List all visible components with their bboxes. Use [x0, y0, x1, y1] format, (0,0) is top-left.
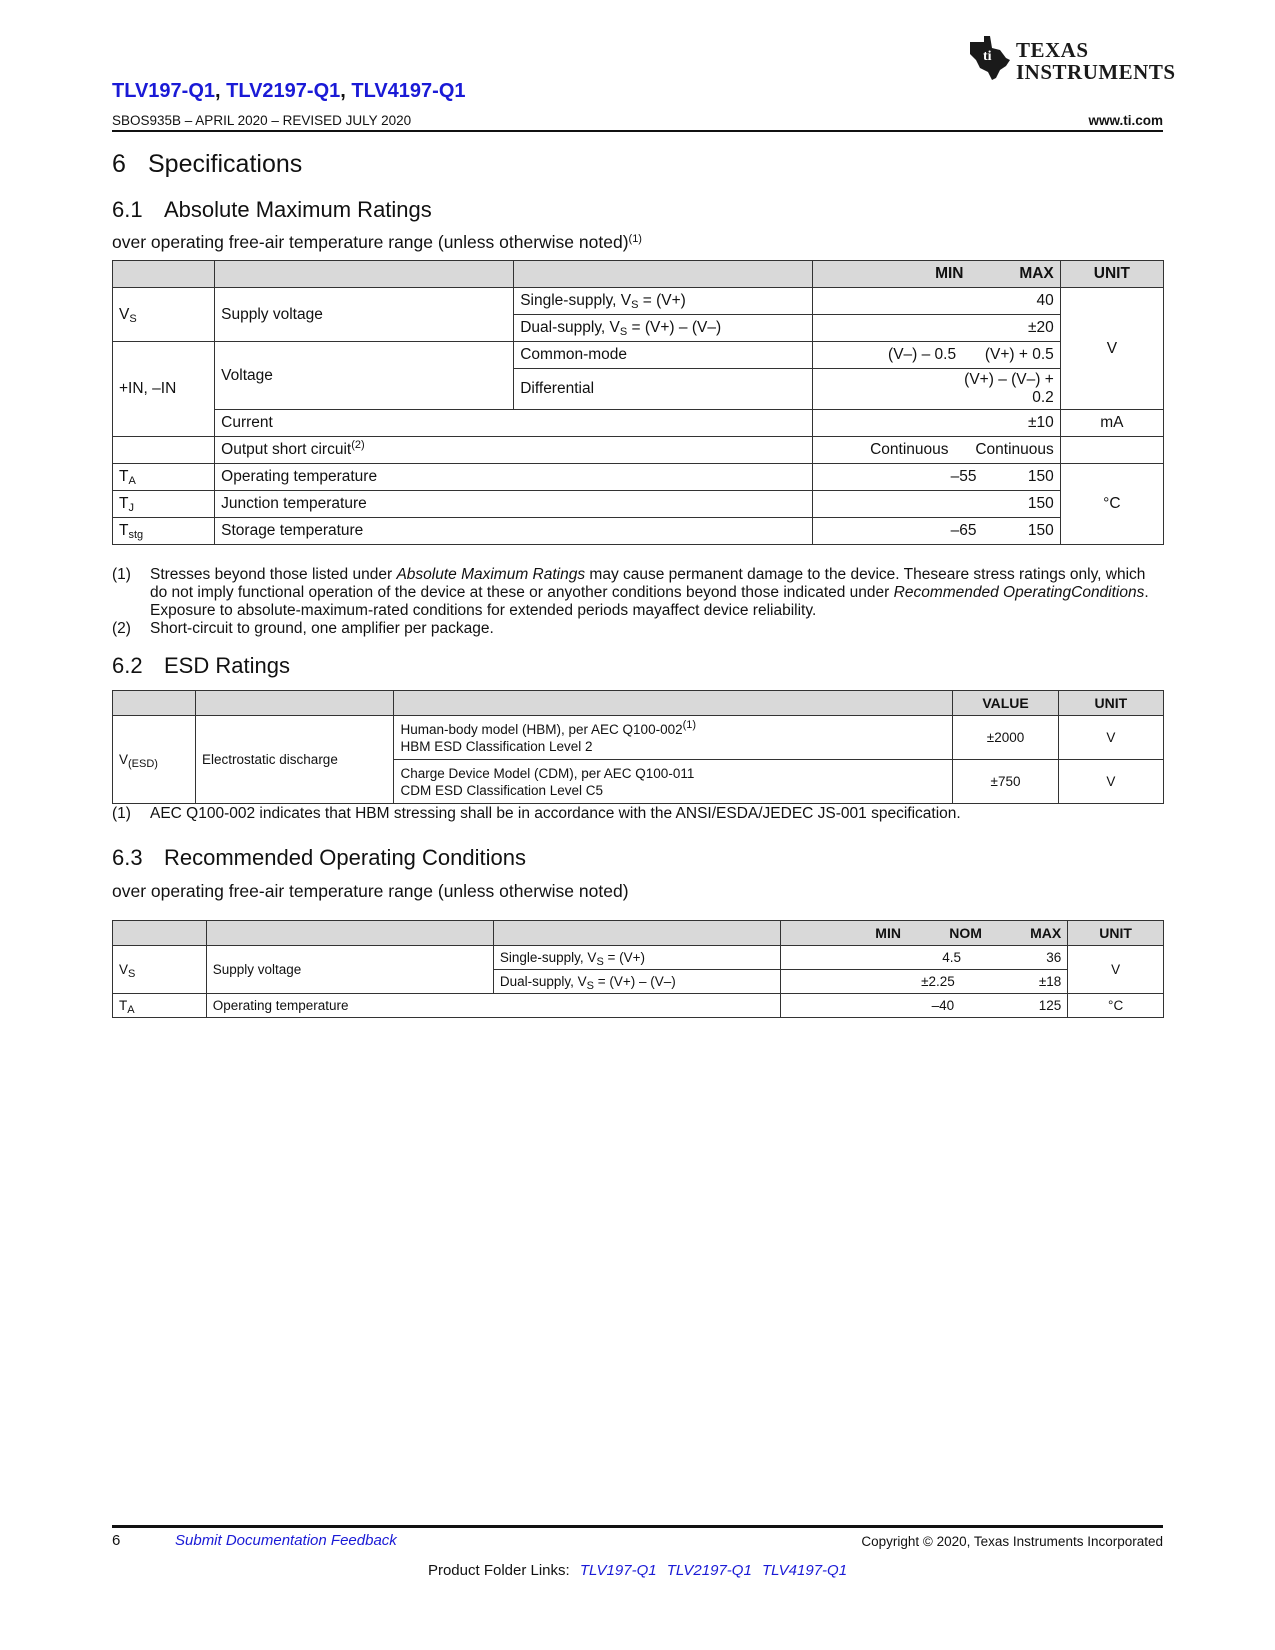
- document-id: SBOS935B – APRIL 2020 – REVISED JULY 2020: [112, 113, 412, 128]
- section-6-1-heading: 6.1 Absolute Maximum Ratings: [112, 197, 432, 222]
- copyright: Copyright © 2020, Texas Instruments Incorporated: [861, 1534, 1163, 1549]
- section-6-3-intro: over operating free-air temperature range (unless otherwise noted): [112, 881, 629, 901]
- footnote: (1) AEC Q100-002 indicates that HBM stressing shall be in accordance with the ANSI/ESDA/JEDEC JS-001 specification.: [112, 805, 961, 822]
- ti-logo: [966, 36, 1176, 86]
- product-link[interactable]: TLV4197-Q1: [351, 80, 466, 102]
- absolute-max-ratings-table: [112, 260, 1164, 545]
- table-header-row: MIN NOM MAX UNIT: [113, 921, 1164, 946]
- logo-text-line1: TEXAS: [1016, 38, 1089, 62]
- table-header-row: VALUE UNIT: [113, 691, 1164, 716]
- table-row: Charge Device Model (CDM), per AEC Q100-011 CDM ESD Classification Level C5 ±750 V: [113, 760, 1164, 804]
- table-row: $V_{(ESD)}$ Electrostatic discharge Human-body model (HBM), per AEC Q100-002$^{(1)}$ HBM ESD Classification Level 2 ±2000 V: [113, 716, 1164, 760]
- table-header-row: MIN MAX UNIT: [113, 261, 1164, 288]
- footnote: (1) Stresses beyond those listed under Absolute Maximum Ratings may cause permanent damage to the device. Theseare stress ratings only, which do not imply functional operation of the device at these or anyother conditions beyond those indicated under Recommended OperatingConditions. Exposure to absolute-maximum-rated conditions for extended periods mayaffect device reliability.: [112, 566, 1149, 619]
- section-6-3-heading: 6.3 Recommended Operating Conditions: [112, 845, 526, 870]
- table-row: $T_A$ Operating temperature –40 125 °C: [113, 994, 1164, 1018]
- section-heading: 6 Specifications: [112, 150, 303, 178]
- header-rule: [112, 130, 1163, 132]
- page-number: 6: [112, 1532, 121, 1549]
- recommended-operating-conditions-table: [112, 920, 1164, 1018]
- table-notes: [112, 566, 1165, 638]
- product-folder-link[interactable]: TLV4197-Q1: [761, 1562, 848, 1579]
- texas-state-logo-icon: [966, 36, 1012, 80]
- table-row: Differential (V+) – (V–) + 0.2: [113, 369, 1164, 410]
- product-folder-links: Product Folder Links: TLV197-Q1 TLV2197-Q1 TLV4197-Q1: [427, 1562, 848, 1579]
- table-row: +IN, –IN Voltage Common-mode (V–) – 0.5 (V+) + 0.5: [113, 342, 1164, 369]
- section-6-1-intro: over operating free-air temperature range (unless otherwise noted)$^{(1)}$: [112, 232, 642, 252]
- product-folder-link[interactable]: TLV197-Q1: [579, 1562, 657, 1579]
- site-link[interactable]: www.ti.com: [1088, 113, 1163, 128]
- logo-text-line2: INSTRUMENTS: [1016, 60, 1176, 84]
- table-row: $V_S$ Supply voltage Single-supply, $V_S = (V+)$ 4.5 36 V: [113, 946, 1164, 970]
- table-row: Current ±10 mA: [113, 410, 1164, 437]
- product-link[interactable]: TLV2197-Q1: [226, 80, 341, 102]
- svg-text:ti: ti: [983, 49, 992, 64]
- table-row: $T_{stg}$ Storage temperature –65 150: [113, 518, 1164, 545]
- footer-rule: [112, 1525, 1163, 1528]
- table-row: $T_A$ Operating temperature –55 150 °C: [113, 464, 1164, 491]
- table-row: Dual-supply, $V_S = (V+) - (V-)$ ±20: [113, 315, 1164, 342]
- table-row: Output short circuit$^{(2)}$ Continuous Continuous: [113, 437, 1164, 464]
- product-title: TLV197-Q1, TLV2197-Q1, TLV4197-Q1: [112, 80, 466, 102]
- footnote: (2) Short-circuit to ground, one amplifier per package.: [112, 620, 494, 637]
- product-link[interactable]: TLV197-Q1: [112, 80, 215, 102]
- table-notes: [112, 805, 1165, 823]
- table-row: $V_S$ Supply voltage Single-supply, $V_S = (V+)$ 40 V: [113, 288, 1164, 315]
- esd-ratings-table: [112, 690, 1164, 804]
- table-row: Dual-supply, $V_S = (V+) - (V-)$ ±2.25 ±18: [113, 970, 1164, 994]
- table-row: $T_J$ Junction temperature 150: [113, 491, 1164, 518]
- product-folder-link[interactable]: TLV2197-Q1: [666, 1562, 752, 1579]
- section-6-2-heading: 6.2 ESD Ratings: [112, 653, 290, 678]
- feedback-link[interactable]: Submit Documentation Feedback: [175, 1532, 397, 1549]
